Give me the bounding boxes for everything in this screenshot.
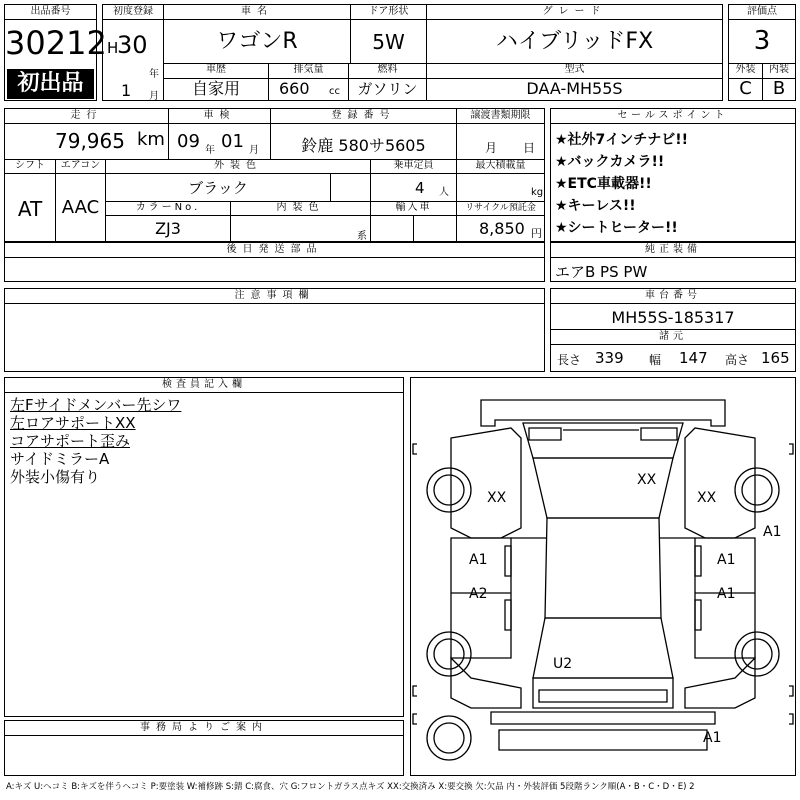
equipment: エアB PS PW	[555, 263, 648, 281]
score-label: 評価点	[747, 6, 777, 17]
transfer-label: 譲渡書類期限	[470, 110, 531, 121]
damage-mark-right-edge: A1	[763, 524, 782, 540]
door-type: 5W	[372, 30, 405, 54]
reg-no-label: 登録番号	[331, 110, 396, 121]
damage-mark-right-rear-door: A1	[717, 586, 736, 602]
color-no-label: カラーNo.	[135, 202, 201, 213]
inspector-box	[4, 377, 404, 717]
score-box	[728, 4, 796, 101]
color-no: ZJ3	[155, 219, 181, 238]
score: 3	[753, 26, 771, 56]
length: 339	[595, 349, 624, 367]
ext-color: ブラック	[188, 179, 248, 197]
shift: AT	[17, 197, 43, 221]
reg-no: 鈴鹿 580サ5605	[301, 136, 426, 155]
inspection-year: 09	[177, 131, 200, 152]
office-label: 事務局よりご案内	[5, 721, 403, 736]
door-label: ドア形状	[368, 6, 409, 17]
inspector-note: 外装小傷有り	[10, 468, 101, 486]
insp-year-unit: 年	[205, 145, 215, 156]
inspector-note: 左ロアサポートXX	[10, 414, 136, 432]
first-reg-year: 30	[117, 31, 148, 59]
first-reg-label: 初度登録	[113, 6, 153, 17]
fuel: ガソリン	[357, 80, 418, 98]
inspection-month: 01	[221, 131, 244, 152]
later-parts-label: 後日発送部品	[5, 243, 544, 258]
damage-mark-roof: XX	[637, 472, 657, 488]
import-label: 輸入車	[395, 202, 432, 213]
inspector-notes-list	[10, 396, 181, 486]
length-label: 長さ	[557, 353, 582, 367]
car-name: ワゴンR	[216, 29, 298, 54]
equipment-box	[550, 242, 796, 282]
damage-mark-rear: U2	[553, 656, 573, 672]
ac: AAC	[61, 197, 100, 218]
width: 147	[679, 349, 708, 367]
displacement-unit: cc	[329, 86, 340, 97]
capacity: 4	[415, 179, 425, 197]
insp-month-unit: 月	[249, 145, 259, 156]
equipment-label: 純正装備	[551, 243, 795, 258]
car-name-label: 車名	[241, 6, 273, 17]
mileage: 79,965	[55, 129, 125, 153]
history: 自家用	[191, 79, 240, 98]
interior-label: 内装	[769, 64, 789, 75]
sales-point-item: ★ETC車載器!!	[555, 176, 652, 192]
model-code-label: 型式	[564, 64, 585, 75]
transfer-month-unit: 月	[485, 141, 498, 155]
height: 165	[761, 349, 790, 367]
grade-label: グレード	[542, 6, 607, 17]
car-diagram	[411, 378, 795, 775]
damage-diagram-box	[410, 377, 796, 776]
chassis-number: MH55S-185317	[611, 308, 735, 327]
notes-label: 注意事項欄	[5, 289, 544, 304]
displacement: 660	[279, 79, 310, 98]
damage-mark-rear-bumper: A1	[703, 730, 722, 746]
damage-mark-front-right: XX	[697, 490, 717, 506]
lot-number: 30212	[5, 24, 107, 62]
sales-points-list	[555, 129, 688, 239]
later-parts-box	[4, 242, 545, 282]
damage-mark-left-rear-door: A2	[469, 586, 488, 602]
grade: ハイブリッドFX	[495, 29, 654, 54]
inspector-note: コアサポート歪み	[10, 432, 131, 450]
sales-point-item: ★シートヒーター!!	[555, 220, 678, 236]
month-unit: 月	[149, 91, 159, 102]
chassis-label: 車台番号	[551, 289, 795, 304]
sales-points-label: セールスポイント	[551, 109, 795, 124]
year-unit: 年	[149, 69, 159, 80]
recycle-unit: 円	[531, 227, 542, 240]
first-listing-badge: 初出品	[7, 69, 94, 99]
office-box	[4, 720, 404, 776]
model-code: DAA-MH55S	[526, 79, 623, 98]
lot-number-box	[4, 4, 107, 101]
interior-grade: B	[772, 78, 786, 99]
sales-points-box	[550, 108, 796, 242]
int-color-label: 内装色	[276, 202, 325, 213]
recycle-fee: 8,850	[479, 219, 525, 238]
capacity-label: 乗車定員	[393, 160, 434, 171]
exterior-label: 外装	[735, 64, 756, 75]
int-color-unit: 系	[357, 231, 367, 242]
max-load-label: 最大積載量	[475, 160, 526, 171]
damage-mark-front-left: XX	[487, 490, 507, 506]
recycle-label: リサイクル預託金	[465, 203, 536, 213]
shift-label: シフト	[15, 160, 45, 171]
header-table	[102, 4, 723, 101]
ac-label: エアコン	[60, 160, 101, 171]
fuel-label: 燃料	[377, 64, 398, 75]
ext-color-label: 外装色	[214, 160, 262, 171]
width-label: 幅	[649, 353, 662, 367]
dims-label: 諸元	[551, 329, 795, 345]
damage-mark-left-front-door: A1	[469, 552, 488, 568]
inspector-label: 検査員記入欄	[5, 378, 403, 393]
max-load-unit: kg	[531, 187, 544, 198]
displacement-label: 排気量	[293, 64, 324, 75]
sales-point-item: ★社外7インチナビ!!	[555, 132, 689, 148]
chassis-box	[550, 288, 796, 372]
sales-point-item: ★バックカメラ!!	[555, 154, 665, 170]
sales-point-item: ★キーレス!!	[555, 198, 636, 214]
capacity-unit: 人	[439, 187, 449, 198]
damage-mark-right-front-door: A1	[717, 552, 736, 568]
inspector-note: 左Fサイドメンバー先シワ	[10, 396, 182, 414]
first-reg-month: 1	[121, 81, 132, 100]
height-label: 高さ	[725, 353, 750, 367]
vehicle-details-table	[4, 108, 545, 242]
lot-number-label: 出品番号	[5, 5, 96, 20]
history-label: 車歴	[206, 64, 226, 75]
notes-box	[4, 288, 545, 372]
mileage-label: 走行	[70, 110, 103, 121]
exterior-grade: C	[739, 78, 752, 99]
transfer-day-unit: 日	[523, 141, 536, 155]
inspection-label: 車検	[203, 110, 236, 121]
mileage-unit: km	[137, 129, 165, 150]
era: H	[107, 39, 119, 57]
inspector-note: サイドミラーA	[10, 450, 110, 468]
legend: A:キズ U:ヘコミ B:キズを伴うヘコミ P:要塗装 W:補修跡 S:錆 C:腐食、穴 G:フロントガラス点キズ XX:交換済み X:要交換 欠:欠品 内・外装評価 5段階ランク順(A・B・C・D・E) 2	[6, 782, 695, 792]
